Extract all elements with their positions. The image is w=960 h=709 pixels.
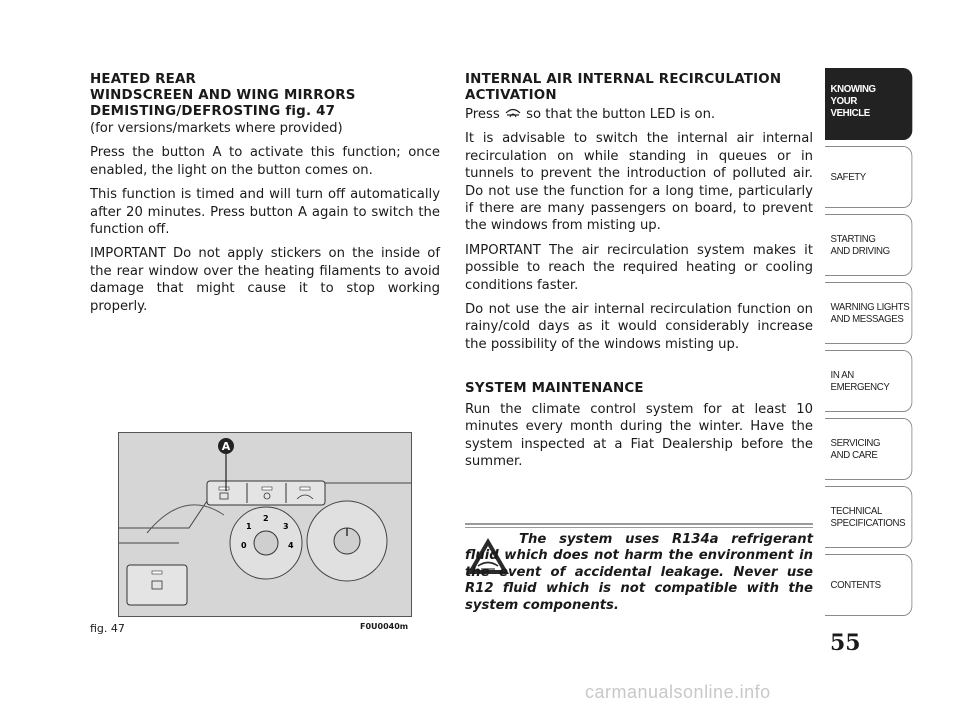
heading-line: DEMISTING/DEFROSTING fig. 47 [90, 104, 336, 119]
tab-safety[interactable] [825, 146, 912, 208]
tab-contents[interactable] [825, 554, 912, 616]
tab-label: CONTENTS [830, 579, 881, 591]
figure-code: F0U0040m [360, 622, 409, 631]
tab-label: SPECIFICATIONS [830, 517, 906, 529]
heading-line: WINDSCREEN AND WING MIRRORS [90, 88, 356, 103]
tab-technical-specifications[interactable] [825, 486, 912, 548]
tab-label: SAFETY [830, 171, 866, 183]
watermark: carmanualsonline.info [585, 682, 771, 702]
availability-note: (for versions/markets where provided) [90, 121, 343, 136]
dial-label: 0 [241, 541, 247, 550]
tab-servicing-and-care[interactable] [825, 418, 912, 480]
heading-line: ACTIVATION [465, 88, 557, 103]
section-heading-maintenance: SYSTEM MAINTENANCE [465, 381, 644, 396]
dial-label: 4 [288, 541, 294, 550]
callout-label: A [221, 440, 231, 453]
paragraph: Press the button A to activate this function; once enabled, the light on the button comes on. [90, 145, 440, 178]
tab-label: AND MESSAGES [830, 313, 904, 325]
tab-warning-lights-and-messages[interactable] [825, 282, 912, 344]
dial-label: 1 [246, 522, 252, 531]
tab-label: IN AN [830, 369, 854, 381]
warning-text: The system uses R134a refrigerant fluid which does not harm the environment in the event of accidental leakage. Never use R12 fluid which is not compatible with the system components. [465, 532, 813, 613]
section-heading-heated-rear [90, 72, 440, 120]
environment-warning [465, 532, 813, 614]
tab-label: YOUR [830, 95, 857, 107]
tab-label: STARTING [830, 233, 876, 245]
dial-label: 2 [263, 514, 269, 523]
divider [465, 527, 813, 528]
maintenance-section [465, 381, 813, 471]
divider [465, 523, 813, 525]
dial-label: 3 [283, 522, 289, 531]
tab-knowing-your-vehicle[interactable] [825, 68, 912, 140]
paragraph: IMPORTANT Do not apply stickers on the inside of the rear window over the heating filaments to avoid damage that might cause it to stop working properly. [90, 246, 440, 314]
tab-label: EMERGENCY [830, 381, 890, 393]
paragraph: Do not use the air internal recirculation function on rainy/cold days as it would considerably increase the possibility of the windows misting up. [465, 302, 813, 352]
chapter-sidebar [825, 68, 920, 622]
climate-panel-illustration [119, 433, 411, 616]
tab-label: SERVICING [830, 437, 881, 449]
heading-line: INTERNAL AIR INTERNAL RECIRCULATION [465, 72, 782, 87]
section-heading-recirculation [465, 72, 813, 104]
right-column [465, 72, 813, 360]
tab-label: TECHNICAL [830, 505, 882, 517]
tab-label: AND CARE [830, 449, 878, 461]
recirculation-icon [504, 107, 522, 119]
tab-in-an-emergency[interactable] [825, 350, 912, 412]
heading-line: HEATED REAR [90, 72, 197, 87]
left-column [90, 72, 440, 322]
press-text: so that the button LED is on. [526, 107, 716, 122]
tab-label: KNOWING [830, 83, 876, 95]
figure-47-climate-panel [118, 432, 412, 617]
paragraph: It is advisable to switch the internal air internal recirculation on while standing in queues or in tunnels to prevent the introduction of polluted air. Do not use the function for a long time, particularly if there are many passengers on board, to prevent the windows from misting up. [465, 131, 813, 234]
tab-label: AND DRIVING [830, 245, 890, 257]
paragraph: Run the climate control system for at least 10 minutes every month during the winter. Have the system inspected at a Fiat Dealership before the summer. [465, 402, 813, 470]
page-number: 55 [830, 630, 861, 656]
tab-label: VEHICLE [830, 107, 870, 119]
figure-caption: fig. 47 [90, 622, 125, 635]
tab-starting-and-driving[interactable] [825, 214, 912, 276]
press-instruction [465, 106, 813, 123]
tab-label: WARNING LIGHTS [830, 301, 910, 313]
press-text: Press [465, 107, 500, 122]
paragraph: This function is timed and will turn off automatically after 20 minutes. Press button A again to switch the function off. [90, 187, 440, 238]
paragraph: IMPORTANT The air recirculation system makes it possible to reach the required heating or cooling conditions faster. [465, 242, 813, 293]
